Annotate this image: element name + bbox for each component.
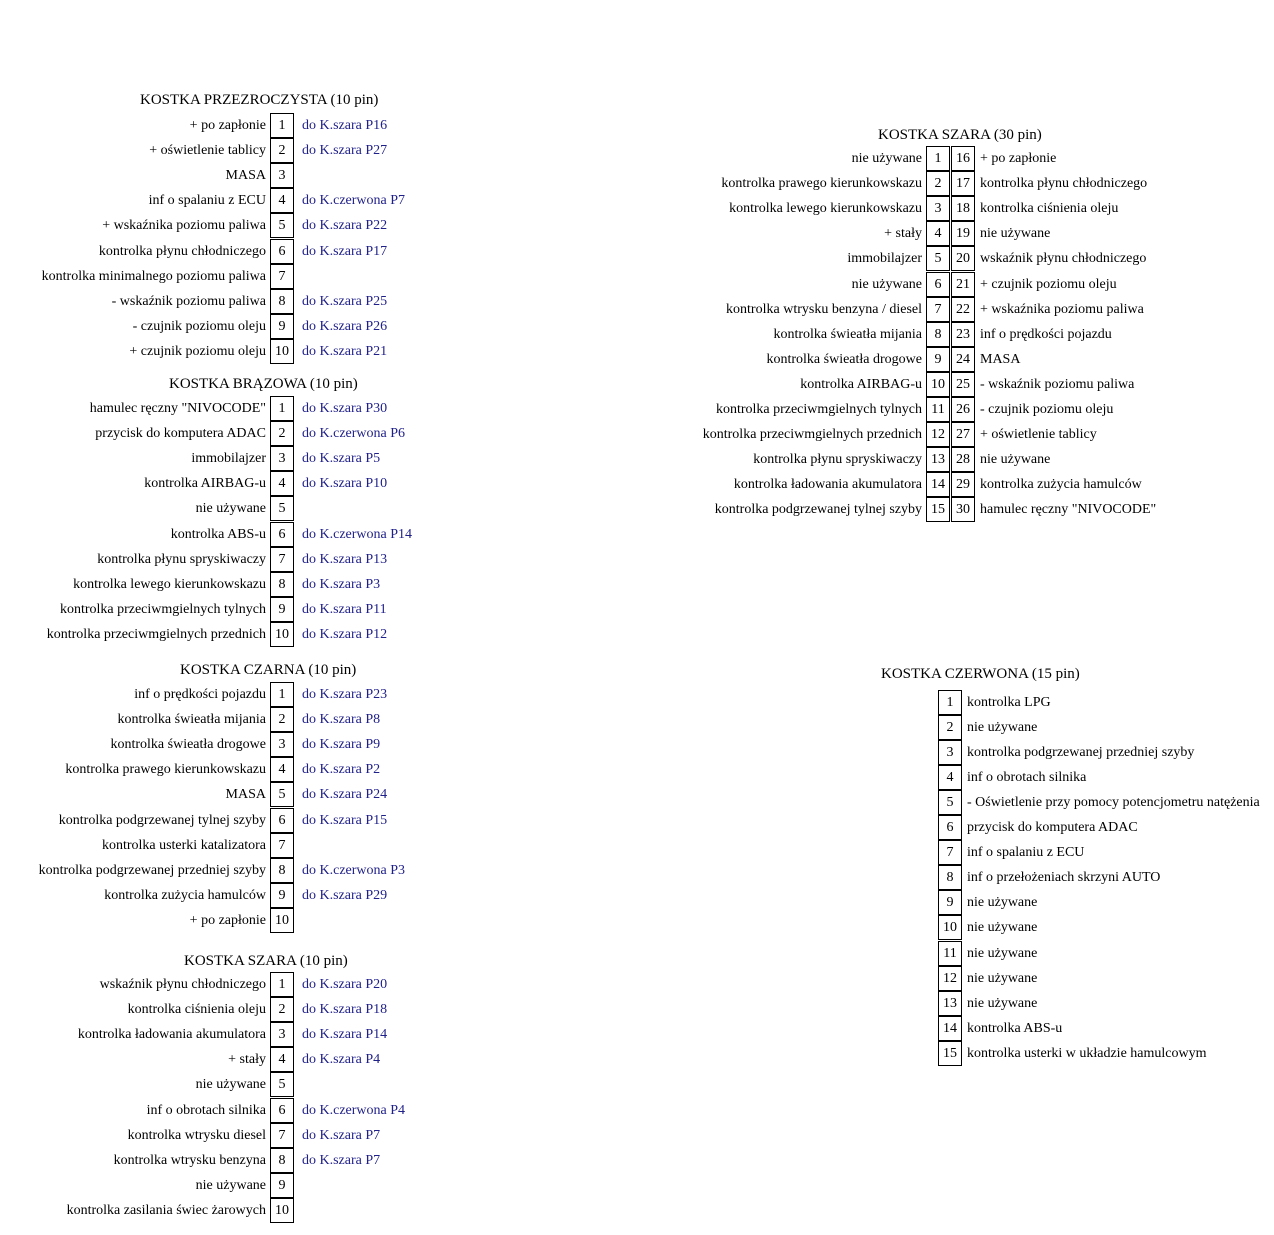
pin-label: inf o obrotach silnika	[146, 1102, 266, 1118]
pin-label: immobilajzer	[191, 451, 266, 467]
pin-label: przycisk do komputera ADAC	[967, 820, 1138, 836]
pin-label-right: hamulec ręczny "NIVOCODE"	[980, 502, 1157, 518]
pin-number: 16	[951, 146, 975, 171]
pin-label: kontrolka usterki katalizatora	[101, 837, 266, 853]
pin-number: 28	[951, 447, 975, 472]
pin-reference: do K.szara P27	[302, 143, 388, 159]
pin-label-right: + czujnik poziomu oleju	[980, 276, 1117, 292]
pin-number: 17	[951, 171, 975, 196]
pin-number: 1	[938, 690, 962, 715]
pin-number: 2	[270, 421, 294, 446]
pin-label-left: kontrolka wtrysku benzyna / diesel	[726, 301, 922, 317]
pin-label: inf o obrotach silnika	[967, 770, 1087, 786]
pin-label-left: kontrolka świeatła mijania	[773, 326, 922, 342]
pin-number: 7	[938, 840, 962, 865]
pin-label: kontrolka zużycia hamulców	[104, 887, 266, 903]
pin-label-left: kontrolka podgrzewanej tylnej szyby	[714, 502, 922, 518]
pin-label-right: + po zapłonie	[980, 151, 1057, 166]
pin-number: 20	[951, 246, 975, 271]
pin-reference: do K.czerwona P4	[302, 1102, 406, 1118]
pin-label: kontrolka ABS-u	[170, 526, 266, 542]
pin-label: kontrolka podgrzewanej tylnej szyby	[58, 812, 266, 828]
pin-number: 6	[270, 522, 294, 547]
pin-label: + czujnik poziomu oleju	[129, 343, 266, 359]
pin-label: kontrolka płynu spryskiwaczy	[97, 551, 266, 567]
pin-label: + po zapłonie	[189, 118, 266, 133]
pin-label: nie używane	[967, 720, 1038, 736]
pin-number: 15	[938, 1041, 962, 1066]
pin-number: 6	[270, 1098, 294, 1123]
pin-reference: do K.szara P29	[302, 887, 388, 903]
pin-number: 14	[938, 1016, 962, 1041]
pin-reference: do K.szara P22	[302, 218, 388, 234]
pin-reference: do K.czerwona P6	[302, 426, 406, 442]
pin-reference: do K.szara P5	[302, 451, 381, 467]
pin-number: 2	[270, 138, 294, 163]
pin-reference: do K.szara P16	[302, 118, 388, 133]
pin-number: 7	[270, 547, 294, 572]
pin-label-left: kontrolka przeciwmgielnych tylnych	[715, 402, 922, 417]
pin-number: 8	[270, 289, 294, 314]
pin-number: 4	[926, 221, 950, 246]
pin-number: 2	[938, 715, 962, 740]
pin-number: 9	[270, 314, 294, 339]
pin-label: przycisk do komputera ADAC	[95, 426, 266, 442]
pin-reference: do K.szara P26	[302, 318, 388, 334]
pin-label-left: nie używane	[851, 276, 922, 292]
pin-number: 10	[938, 915, 962, 940]
pin-label: nie używane	[967, 945, 1038, 961]
pin-label-right: + wskaźnika poziomu paliwa	[980, 301, 1144, 317]
pin-reference: do K.czerwona P14	[302, 526, 413, 542]
pin-label-right: inf o prędkości pojazdu	[980, 326, 1112, 342]
pin-number: 2	[270, 997, 294, 1022]
pin-number: 29	[951, 472, 975, 497]
pin-label: kontrolka podgrzewanej przedniej szyby	[38, 862, 266, 878]
pin-label: kontrolka LPG	[967, 695, 1051, 710]
pin-number: 24	[951, 347, 975, 372]
connector-title: KOSTKA SZARA (10 pin)	[184, 953, 348, 969]
pin-label: nie używane	[195, 1177, 266, 1193]
pin-reference: do K.szara P9	[302, 737, 381, 753]
pin-label: nie używane	[195, 1077, 266, 1093]
pin-label: kontrolka wtrysku diesel	[127, 1127, 266, 1143]
pin-label: + wskaźnika poziomu paliwa	[102, 218, 266, 234]
pin-reference: do K.szara P7	[302, 1127, 381, 1143]
pin-label-left: + stały	[884, 226, 922, 242]
pin-label: inf o przełożeniach skrzyni AUTO	[967, 870, 1161, 886]
pin-number: 9	[270, 1173, 294, 1198]
connector-title: KOSTKA CZERWONA (15 pin)	[881, 666, 1080, 682]
pin-number: 1	[270, 113, 294, 138]
pin-number: 27	[951, 422, 975, 447]
pin-label-right: kontrolka ciśnienia oleju	[980, 201, 1119, 217]
pin-reference: do K.szara P15	[302, 812, 388, 828]
pin-number: 5	[270, 782, 294, 807]
pin-number: 6	[270, 239, 294, 264]
pin-reference: do K.czerwona P7	[302, 193, 406, 209]
pin-label: kontrolka ABS-u	[967, 1020, 1063, 1036]
pin-reference: do K.szara P20	[302, 977, 388, 992]
pin-label: kontrolka AIRBAG-u	[144, 476, 266, 492]
pin-reference: do K.szara P18	[302, 1002, 388, 1018]
pin-number: 3	[270, 446, 294, 471]
pin-number: 2	[270, 707, 294, 732]
pin-number: 5	[270, 1072, 294, 1097]
pin-number: 11	[926, 397, 950, 422]
pin-label: + po zapłonie	[189, 912, 266, 928]
pin-number: 13	[926, 447, 950, 472]
pin-number: 19	[951, 221, 975, 246]
pin-number: 6	[270, 808, 294, 833]
pin-reference: do K.szara P13	[302, 551, 388, 567]
pin-label: inf o spalaniu z ECU	[148, 193, 266, 209]
pin-label: + oświetlenie tablicy	[149, 143, 266, 159]
pin-label-left: kontrolka prawego kierunkowskazu	[721, 176, 922, 192]
pin-number: 30	[951, 497, 975, 522]
pin-number: 26	[951, 397, 975, 422]
pin-label: kontrolka lewego kierunkowskazu	[73, 576, 266, 592]
pin-number: 3	[938, 740, 962, 765]
pin-number: 6	[926, 272, 950, 297]
pin-label-left: kontrolka przeciwmgielnych przednich	[702, 427, 922, 443]
connector-title: KOSTKA SZARA (30 pin)	[878, 127, 1042, 143]
pin-label: kontrolka minimalnego poziomu paliwa	[41, 268, 266, 284]
pin-number: 5	[270, 496, 294, 521]
pin-label-right: nie używane	[980, 226, 1051, 242]
pin-label: nie używane	[195, 501, 266, 517]
pin-number: 3	[270, 1022, 294, 1047]
pin-number: 5	[938, 790, 962, 815]
pin-label-right: wskaźnik płynu chłodniczego	[980, 251, 1147, 267]
pin-number: 10	[270, 1198, 294, 1223]
pin-number: 8	[270, 572, 294, 597]
pin-number: 5	[926, 246, 950, 271]
pin-label: kontrolka świeatła drogowe	[110, 737, 266, 753]
pin-label: kontrolka zasilania świec żarowych	[66, 1202, 266, 1218]
pin-label-left: nie używane	[851, 151, 922, 166]
pin-number: 1	[270, 396, 294, 421]
pin-number: 9	[270, 883, 294, 908]
pin-label: MASA	[225, 168, 266, 184]
pin-reference: do K.szara P23	[302, 687, 388, 702]
pin-number: 9	[270, 597, 294, 622]
pin-reference: do K.szara P25	[302, 293, 388, 309]
connector-title: KOSTKA BRĄZOWA (10 pin)	[169, 376, 358, 392]
pin-number: 4	[270, 1047, 294, 1072]
pin-number: 7	[270, 1123, 294, 1148]
pin-number: 8	[926, 322, 950, 347]
pin-number: 18	[951, 196, 975, 221]
pin-label-right: - czujnik poziomu oleju	[980, 402, 1114, 417]
pin-label-left: kontrolka lewego kierunkowskazu	[729, 201, 922, 217]
pin-label-left: immobilajzer	[847, 251, 922, 267]
pin-number: 12	[938, 966, 962, 991]
pin-label: - czujnik poziomu oleju	[132, 318, 266, 334]
pin-label: - Oświetlenie przy pomocy potencjometru natężenia	[967, 795, 1260, 811]
pin-number: 11	[938, 941, 962, 966]
pin-number: 4	[938, 765, 962, 790]
pin-label-left: kontrolka ładowania akumulatora	[733, 477, 922, 493]
pin-label: kontrolka ciśnienia oleju	[127, 1002, 266, 1018]
pin-number: 14	[926, 472, 950, 497]
pin-number: 15	[926, 497, 950, 522]
pin-number: 9	[926, 347, 950, 372]
pin-reference: do K.szara P2	[302, 762, 381, 778]
pin-reference: do K.szara P17	[302, 243, 388, 259]
pin-number: 10	[270, 622, 294, 647]
pin-number: 25	[951, 372, 975, 397]
pin-reference: do K.szara P8	[302, 712, 381, 728]
pin-reference: do K.czerwona P3	[302, 862, 406, 878]
pin-label: MASA	[225, 787, 266, 803]
pin-number: 8	[938, 865, 962, 890]
pin-number: 3	[270, 732, 294, 757]
pin-number: 10	[270, 908, 294, 933]
pin-label: kontrolka przeciwmgielnych przednich	[46, 626, 266, 642]
pin-number: 12	[926, 422, 950, 447]
pin-number: 10	[270, 339, 294, 364]
pin-number: 4	[270, 471, 294, 496]
pin-label: kontrolka prawego kierunkowskazu	[65, 762, 266, 778]
pin-label-right: - wskaźnik poziomu paliwa	[980, 376, 1135, 392]
pin-reference: do K.szara P12	[302, 626, 388, 642]
pin-number: 7	[270, 264, 294, 289]
pin-reference: do K.szara P10	[302, 476, 388, 492]
pin-number: 5	[270, 213, 294, 238]
pin-reference: do K.szara P24	[302, 787, 388, 803]
pin-label: nie używane	[967, 895, 1038, 911]
pin-reference: do K.szara P30	[302, 401, 388, 416]
pin-label-left: kontrolka płynu spryskiwaczy	[753, 452, 922, 468]
pin-reference: do K.szara P21	[302, 343, 388, 359]
pin-number: 1	[926, 146, 950, 171]
pin-label-right: nie używane	[980, 452, 1051, 468]
pin-label: kontrolka płynu chłodniczego	[98, 243, 266, 259]
pin-label: hamulec ręczny "NIVOCODE"	[89, 401, 266, 416]
pin-label: kontrolka świeatła mijania	[117, 712, 266, 728]
pin-number: 4	[270, 188, 294, 213]
pin-reference: do K.szara P7	[302, 1152, 381, 1168]
pin-number: 6	[938, 815, 962, 840]
pin-reference: do K.szara P11	[302, 601, 387, 617]
pin-number: 22	[951, 297, 975, 322]
pin-number: 8	[270, 1148, 294, 1173]
connector-title: KOSTKA CZARNA (10 pin)	[180, 662, 357, 678]
pin-number: 10	[926, 372, 950, 397]
pin-number: 13	[938, 991, 962, 1016]
pin-number: 8	[270, 858, 294, 883]
pin-label-right: + oświetlenie tablicy	[980, 427, 1097, 443]
pin-number: 3	[926, 196, 950, 221]
pin-number: 1	[270, 972, 294, 997]
pin-number: 1	[270, 682, 294, 707]
pin-label-right: MASA	[980, 351, 1021, 367]
pin-label: kontrolka ładowania akumulatora	[77, 1027, 266, 1043]
pin-label: - wskaźnik poziomu paliwa	[111, 293, 266, 309]
pin-label-left: kontrolka świeatła drogowe	[766, 351, 922, 367]
pin-label: kontrolka podgrzewanej przedniej szyby	[967, 745, 1195, 761]
pin-reference: do K.szara P4	[302, 1052, 381, 1068]
pin-label-right: kontrolka płynu chłodniczego	[980, 176, 1148, 192]
pin-reference: do K.szara P3	[302, 576, 381, 592]
pin-label: kontrolka wtrysku benzyna	[113, 1152, 266, 1168]
pin-reference: do K.szara P14	[302, 1027, 388, 1043]
pin-label: kontrolka usterki w układzie hamulcowym	[967, 1045, 1207, 1061]
pin-number: 9	[938, 890, 962, 915]
pin-label: inf o spalaniu z ECU	[967, 845, 1085, 861]
pin-number: 7	[926, 297, 950, 322]
pin-number: 7	[270, 833, 294, 858]
connector-title: KOSTKA PRZEZROCZYSTA (10 pin)	[140, 92, 379, 108]
pin-label: nie używane	[967, 920, 1038, 936]
pin-number: 4	[270, 757, 294, 782]
pin-number: 2	[926, 171, 950, 196]
pin-number: 3	[270, 163, 294, 188]
pin-label: wskaźnik płynu chłodniczego	[99, 977, 266, 992]
pin-label-right: kontrolka zużycia hamulców	[980, 477, 1142, 493]
pin-label-left: kontrolka AIRBAG-u	[800, 376, 922, 392]
pin-label: + stały	[228, 1052, 266, 1068]
pin-label: nie używane	[967, 970, 1038, 986]
pin-number: 23	[951, 322, 975, 347]
pin-label: inf o prędkości pojazdu	[134, 687, 266, 702]
pin-number: 21	[951, 272, 975, 297]
pin-label: kontrolka przeciwmgielnych tylnych	[59, 601, 266, 617]
pin-label: nie używane	[967, 995, 1038, 1011]
